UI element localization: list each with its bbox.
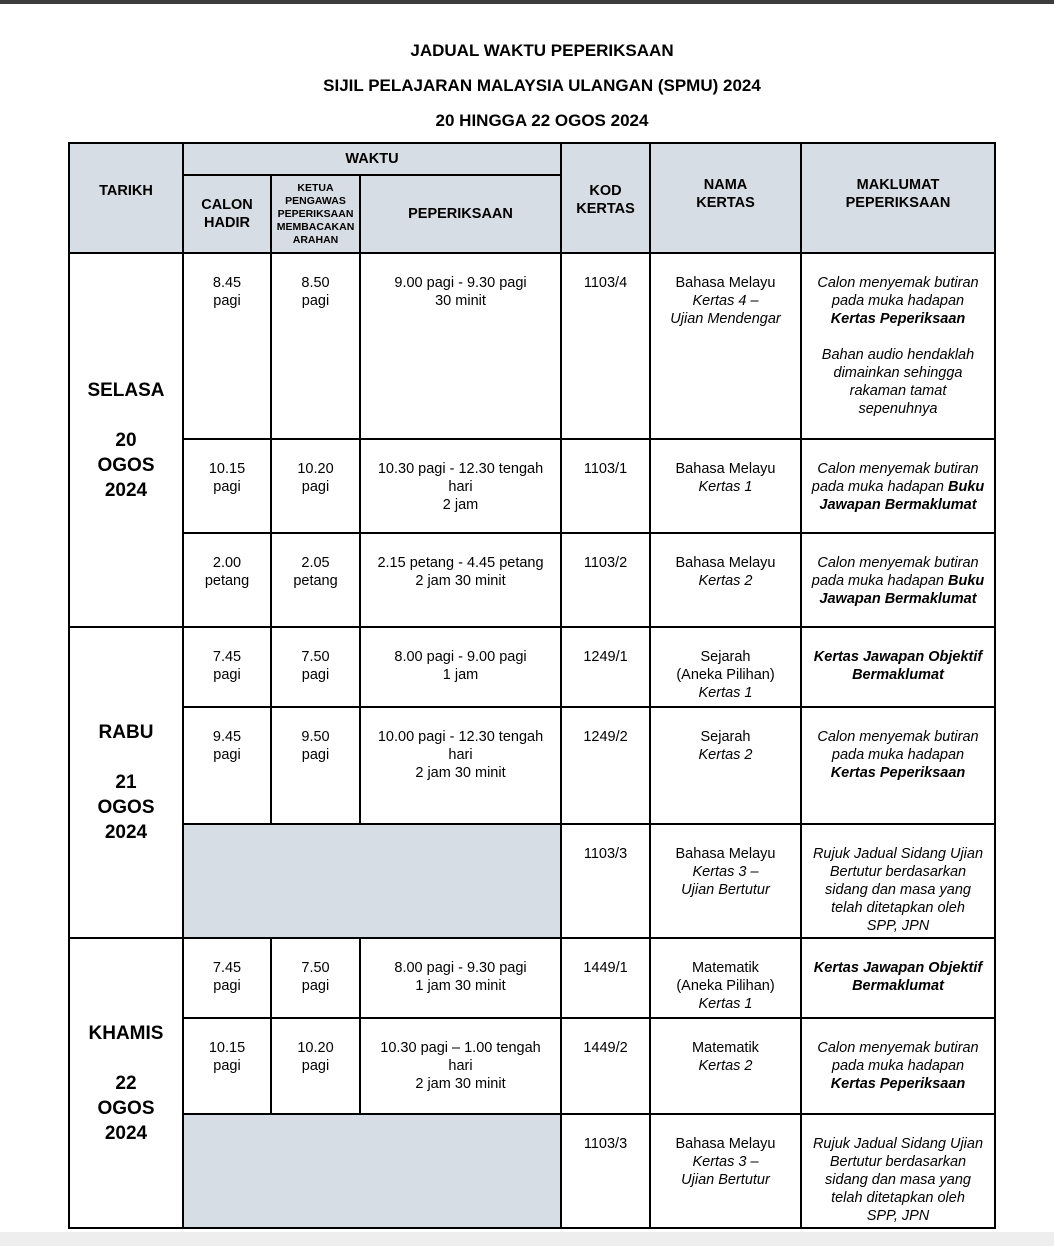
exam-timetable [68,142,996,1229]
maklumat-cell: Kertas Jawapan Objektif Bermaklumat [801,627,995,707]
ketua-cell: 10.20 pagi [271,439,360,533]
day-cell-rabu: RABU 21 OGOS 2024 [69,627,183,938]
calon-hadir-cell: 7.45 pagi [183,627,271,707]
header-nama-kertas: NAMA KERTAS [650,143,801,253]
nama-cell: Bahasa Melayu Kertas 3 – Ujian Bertutur [650,1114,801,1228]
nama-cell: Bahasa Melayu Kertas 2 [650,533,801,627]
table-row [69,938,995,1018]
table-row [69,627,995,707]
document-title [0,38,1054,143]
kod-cell: 1449/1 [561,938,650,1018]
empty-time-cell [183,824,561,938]
maklumat-cell: Calon menyemak butiran pada muka hadapan Buku Jawapan Bermaklumat [801,533,995,627]
nama-cell: Bahasa Melayu Kertas 4 – Ujian Mendengar [650,253,801,439]
kod-cell: 1249/1 [561,627,650,707]
masa-cell: 10.30 pagi – 1.00 tengah hari 2 jam 30 minit [360,1018,561,1114]
calon-hadir-cell: 2.00 petang [183,533,271,627]
kod-cell: 1103/2 [561,533,650,627]
masa-cell: 10.00 pagi - 12.30 tengah hari 2 jam 30 minit [360,707,561,824]
table-row [69,1018,995,1114]
maklumat-cell: Calon menyemak butiran pada muka hadapan Buku Jawapan Bermaklumat [801,439,995,533]
masa-cell: 2.15 petang - 4.45 petang 2 jam 30 minit [360,533,561,627]
maklumat-cell: Rujuk Jadual Sidang Ujian Bertutur berdasarkan sidang dan masa yang telah ditetapkan oleh SPP, JPN [801,1114,995,1228]
window-bottom-bar [0,1232,1054,1246]
ketua-cell: 10.20 pagi [271,1018,360,1114]
header-calon-hadir: CALON HADIR [183,175,271,253]
nama-cell: Matematik Kertas 2 [650,1018,801,1114]
ketua-cell: 2.05 petang [271,533,360,627]
table-row [69,707,995,824]
calon-hadir-cell: 9.45 pagi [183,707,271,824]
table-row [69,1114,995,1228]
maklumat-cell: Calon menyemak butiran pada muka hadapan Kertas Peperiksaan [801,707,995,824]
table-row [69,824,995,938]
ketua-cell: 7.50 pagi [271,938,360,1018]
ketua-cell: 9.50 pagi [271,707,360,824]
header-waktu: WAKTU [183,143,561,175]
nama-cell: Sejarah (Aneka Pilihan) Kertas 1 [650,627,801,707]
masa-cell: 10.30 pagi - 12.30 tengah hari 2 jam [360,439,561,533]
calon-hadir-cell: 8.45 pagi [183,253,271,439]
header-kod-kertas: KOD KERTAS [561,143,650,253]
kod-cell: 1103/3 [561,1114,650,1228]
title-line-1: JADUAL WAKTU PEPERIKSAAN [410,41,674,60]
maklumat-cell: Calon menyemak butiran pada muka hadapan Kertas Peperiksaan Bahan audio hendaklah dimainkan sehingga rakaman tamat sepenuhnya [801,253,995,439]
ketua-cell: 8.50 pagi [271,253,360,439]
empty-time-cell [183,1114,561,1228]
nama-cell: Matematik (Aneka Pilihan) Kertas 1 [650,938,801,1018]
table-row [69,439,995,533]
maklumat-cell: Rujuk Jadual Sidang Ujian Bertutur berdasarkan sidang dan masa yang telah ditetapkan oleh SPP, JPN [801,824,995,938]
window-top-bar [0,0,1054,4]
maklumat-cell: Kertas Jawapan Objektif Bermaklumat [801,938,995,1018]
table-row [69,533,995,627]
calon-hadir-cell: 10.15 pagi [183,439,271,533]
masa-cell: 8.00 pagi - 9.30 pagi 1 jam 30 minit [360,938,561,1018]
nama-cell: Bahasa Melayu Kertas 1 [650,439,801,533]
maklumat-cell: Calon menyemak butiran pada muka hadapan Kertas Peperiksaan [801,1018,995,1114]
kod-cell: 1449/2 [561,1018,650,1114]
kod-cell: 1249/2 [561,707,650,824]
header-tarikh: TARIKH [69,143,183,253]
day-cell-khamis: KHAMIS 22 OGOS 2024 [69,938,183,1228]
ketua-cell: 7.50 pagi [271,627,360,707]
nama-cell: Sejarah Kertas 2 [650,707,801,824]
calon-hadir-cell: 10.15 pagi [183,1018,271,1114]
title-line-2: SIJIL PELAJARAN MALAYSIA ULANGAN (SPMU) 2024 [323,76,761,95]
calon-hadir-cell: 7.45 pagi [183,938,271,1018]
header-peperiksaan: PEPERIKSAAN [360,175,561,253]
header-maklumat: MAKLUMAT PEPERIKSAAN [801,143,995,253]
header-ketua-pengawas: KETUA PENGAWAS PEPERIKSAAN MEMBACAKAN ARAHAN [271,175,360,253]
kod-cell: 1103/3 [561,824,650,938]
table-row [69,253,995,439]
day-cell-selasa: SELASA 20 OGOS 2024 [69,253,183,627]
kod-cell: 1103/1 [561,439,650,533]
masa-cell: 9.00 pagi - 9.30 pagi 30 minit [360,253,561,439]
title-line-3: 20 HINGGA 22 OGOS 2024 [435,111,649,130]
kod-cell: 1103/4 [561,253,650,439]
masa-cell: 8.00 pagi - 9.00 pagi 1 jam [360,627,561,707]
nama-cell: Bahasa Melayu Kertas 3 – Ujian Bertutur [650,824,801,938]
